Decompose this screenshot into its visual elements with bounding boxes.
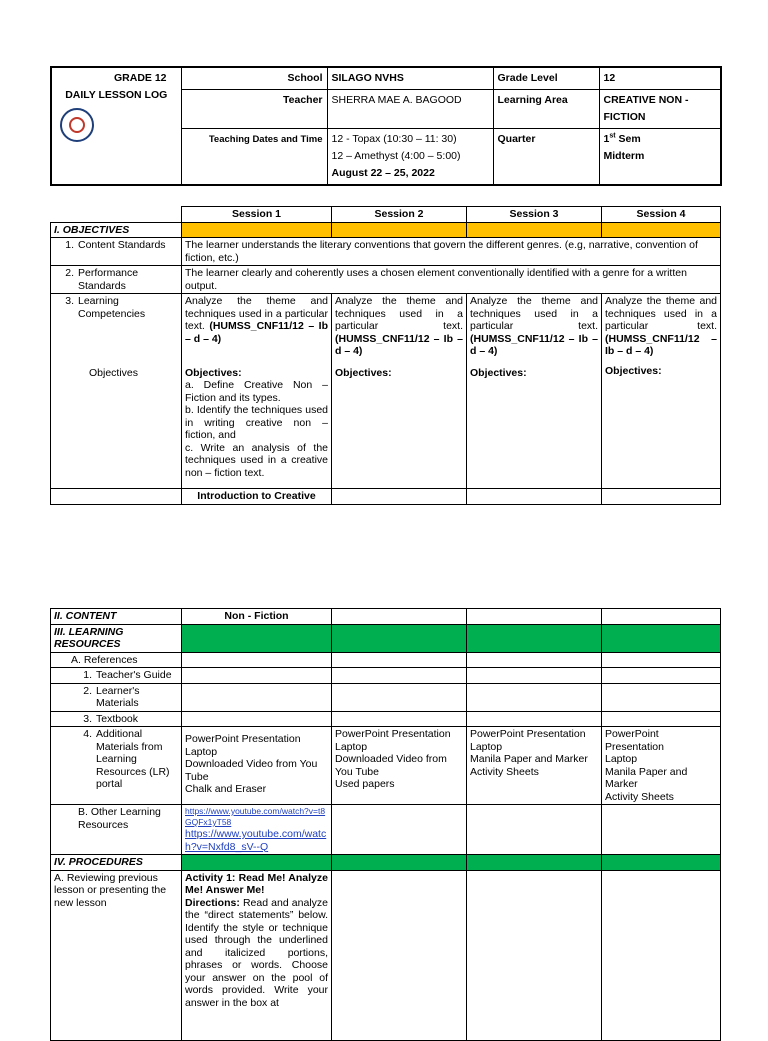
deped-seal-icon <box>60 108 94 142</box>
grade-cell <box>51 67 181 185</box>
grade-level-label: Grade Level <box>493 67 599 90</box>
learning-resources-heading: III. LEARNING RESOURCES <box>51 624 182 652</box>
teaching-dates-value: 12 - Topax (10:30 – 11: 30) 12 – Amethyst (4:00 – 5:00) August 22 – 25, 2022 <box>327 129 493 186</box>
objectives-heading: I. OBJECTIVES <box>51 222 182 238</box>
youtube-link-2[interactable]: https://www.youtube.com/watch?v=Nxfd8_sV--Q <box>185 828 327 853</box>
school-value: SILAGO NVHS <box>327 67 493 90</box>
objectives-session-3: Objectives: <box>467 359 602 489</box>
additional-session-3: PowerPoint Presentation Laptop Manila Paper and Marker Activity Sheets <box>467 727 602 805</box>
session-1-header: Session 1 <box>182 207 332 223</box>
additional-session-1: PowerPoint Presentation Laptop Downloaded Video from You Tube Chalk and Eraser <box>182 727 332 805</box>
performance-standards-text: The learner clearly and coherently uses a chosen element conventionally identified with a genre for a written output. <box>182 266 721 294</box>
activity-session-1: Activity 1: Read Me! Analyze Me! Answer Me! Directions: Read and analyze the “direct statements” below. Identify the style or technique used through the underlined and italicized portions, phrases or words. Choose your answer on the pool of words provided. Write your answer in the box at <box>182 870 332 1040</box>
session-4-header: Session 4 <box>602 207 721 223</box>
competency-session-4: Analyze the theme and techniques used in a particular text. (HUMSS_CNF11/12 – Ib – d – 4) <box>602 294 721 359</box>
content-table <box>50 608 721 1041</box>
teacher-label: Teacher <box>181 90 327 129</box>
session-3-header: Session 3 <box>467 207 602 223</box>
session-2-header: Session 2 <box>332 207 467 223</box>
objectives-session-1: Objectives: a. Define Creative Non – Fiction and its types. b. Identify the techniques used in writing creative non – fiction, and c. Write an analysis of the techniques used in a creative non – fiction text. <box>182 359 332 489</box>
school-label: School <box>181 67 327 90</box>
teaching-dates-label: Teaching Dates and Time <box>181 129 327 186</box>
teachers-guide-label: 1. Teacher's Guide <box>51 668 182 684</box>
procedures-heading: IV. PROCEDURES <box>51 855 182 871</box>
review-lesson-label: A. Reviewing previous lesson or presenting the new lesson <box>51 870 182 1040</box>
content-heading: II. CONTENT <box>51 609 182 625</box>
content-standards-text: The learner understands the literary conventions that govern the different genres. (e.g, narrative, convention of fiction, etc.) <box>182 238 721 266</box>
additional-materials-label: 4. Additional Materials from Learning Resources (LR) portal <box>51 727 182 805</box>
content-standards-label: 1. Content Standards <box>51 238 182 266</box>
objectives-table <box>50 206 721 505</box>
objectives-session-4: Objectives: <box>602 359 721 489</box>
grade-label: GRADE 12 <box>113 72 167 84</box>
competency-session-2: Analyze the theme and techniques used in a particular text. (HUMSS_CNF11/12 – Ib – d – 4) <box>332 294 467 359</box>
other-resources-links <box>182 805 332 855</box>
content-session-1: Non - Fiction <box>182 609 332 625</box>
additional-session-2: PowerPoint Presentation Laptop Downloaded Video from You Tube Used papers <box>332 727 467 805</box>
intro-line: Introduction to Creative <box>182 489 332 505</box>
other-resources-label: B. Other Learning Resources <box>51 805 182 855</box>
daily-lesson-log-title: DAILY LESSON LOG <box>65 89 168 101</box>
quarter-value: 1st Sem Midterm <box>599 129 721 186</box>
competency-session-3: Analyze the theme and techniques used in a particular text. (HUMSS_CNF11/12 – Ib – d – 4) <box>467 294 602 359</box>
learning-competencies-label: 3. Learning Competencies <box>51 294 182 359</box>
learners-materials-label: 2. Learner's Materials <box>51 683 182 711</box>
learning-area-label: Learning Area <box>493 90 599 129</box>
grade-level-value: 12 <box>599 67 721 90</box>
references-label: A. References <box>51 652 182 668</box>
header-table <box>50 66 722 186</box>
textbook-label: 3. Textbook <box>51 711 182 727</box>
additional-session-4: PowerPoint Presentation Laptop Manila Paper and Marker Activity Sheets <box>602 727 721 805</box>
objectives-label: Objectives <box>51 359 182 489</box>
teacher-value: SHERRA MAE A. BAGOOD <box>327 90 493 129</box>
learning-area-value: CREATIVE NON - FICTION <box>599 90 721 129</box>
quarter-label: Quarter <box>493 129 599 186</box>
youtube-link-1[interactable]: https://www.youtube.com/watch?v=t8GQFx1yT58 <box>185 806 326 827</box>
objectives-session-2: Objectives: <box>332 359 467 489</box>
competency-session-1: Analyze the theme and techniques used in a particular text. (HUMSS_CNF11/12 – Ib – d – 4) <box>182 294 332 359</box>
performance-standards-label: 2. Performance Standards <box>51 266 182 294</box>
